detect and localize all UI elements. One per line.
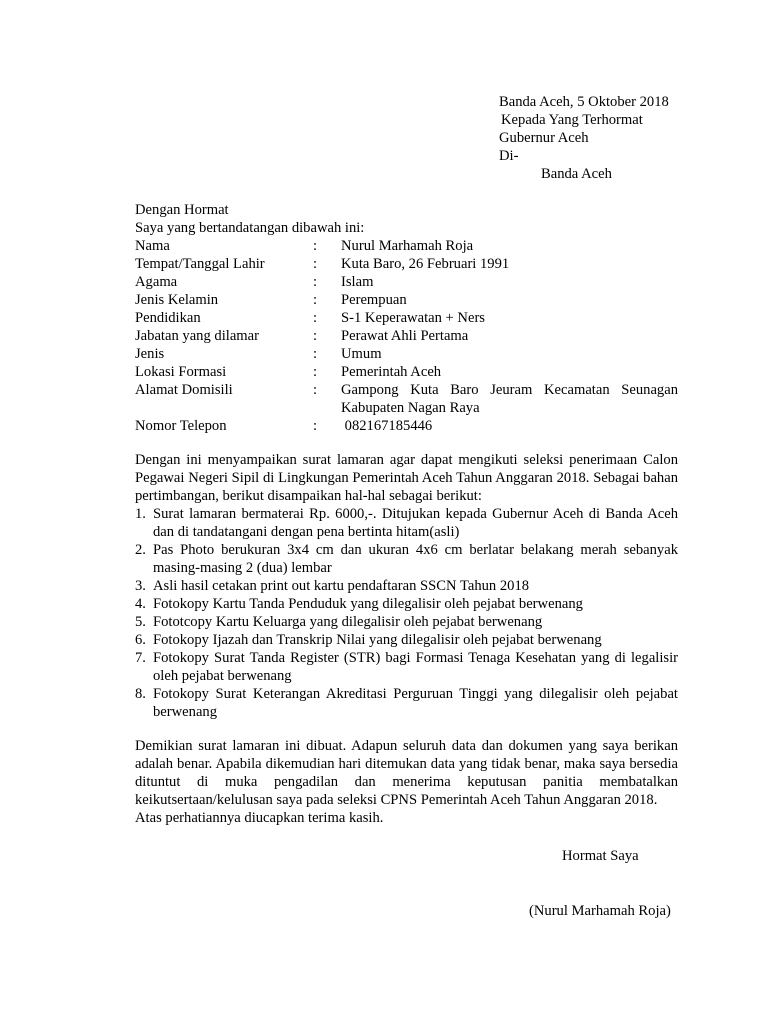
field-row-gender	[135, 291, 678, 309]
list-text: Fotokopy Kartu Tanda Penduduk yang dilegalisir oleh pejabat berwenang	[153, 596, 583, 612]
applicant-fields	[135, 237, 678, 435]
recipient-name: Gubernur Aceh	[499, 130, 589, 146]
paragraph-closing-text: Demikian surat lamaran ini dibuat. Adapun seluruh data dan dokumen yang saya berikan adalah benar. Apabila dikemudian hari ditemukan data yang tidak benar, maka saya bersedia dituntut di muka pengadilan dan menerima keputusan panitia membatalkan keikutsertaan/kelulusan saya pada seleksi CPNS Pemerintah Aceh Tahun Anggaran 2018.	[135, 738, 678, 808]
field-value: Perempuan	[341, 292, 407, 308]
field-value: S-1 Keperawatan + Ners	[341, 310, 485, 326]
field-value: Kuta Baro, 26 Februari 1991	[341, 256, 510, 272]
list-item	[135, 649, 678, 685]
paragraph-thanks: Atas perhatiannya diucapkan terima kasih.	[135, 810, 384, 826]
list-number: 8.	[135, 686, 146, 702]
list-number: 2.	[135, 542, 146, 558]
recipient-salutation: Kepada Yang Terhormat	[501, 112, 643, 128]
recipient-di: Di-	[499, 148, 519, 164]
field-value: Pemerintah Aceh	[341, 364, 442, 380]
list-text: Fotokopy Ijazah dan Transkrip Nilai yang dilegalisir oleh pejabat berwenang	[153, 632, 602, 648]
list-number: 5.	[135, 614, 146, 630]
field-row-position	[135, 327, 678, 345]
list-item	[135, 541, 678, 577]
field-value: Perawat Ahli Pertama	[341, 328, 469, 344]
signature-name: (Nurul Marhamah Roja)	[529, 903, 671, 919]
attachment-list	[135, 505, 678, 721]
field-label: Jenis	[135, 346, 165, 362]
field-value: Islam	[341, 274, 374, 290]
list-number: 6.	[135, 632, 146, 648]
field-colon: :	[313, 256, 318, 272]
list-text: Asli hasil cetakan print out kartu pendaftaran SSCN Tahun 2018	[153, 578, 530, 594]
recipient-city: Banda Aceh	[541, 166, 612, 182]
field-label: Alamat Domisili	[135, 382, 233, 398]
field-label: Tempat/Tanggal Lahir	[135, 256, 265, 272]
list-item	[135, 613, 678, 631]
list-text: Fotokopy Surat Tanda Register (STR) bagi Formasi Tenaga Kesehatan yang di legalisir oleh pejabat berwenang	[153, 650, 678, 684]
field-label: Agama	[135, 274, 178, 290]
paragraph-closing-statement	[135, 737, 678, 809]
field-row-phone	[135, 417, 678, 435]
field-colon: :	[313, 310, 318, 326]
field-label: Nomor Telepon	[135, 418, 227, 434]
field-row-address	[135, 381, 678, 417]
field-colon: :	[313, 418, 318, 434]
field-colon: :	[313, 364, 318, 380]
intro-line: Saya yang bertandatangan dibawah ini:	[135, 220, 365, 236]
paragraph-intro: Dengan ini menyampaikan surat lamaran agar dapat mengikuti seleksi penerimaan Calon Pegawai Negeri Sipil di Lingkungan Pemerintah Aceh Tahun Anggaran 2018. Sebagai bahan pertimbangan, berikut disampaikan hal-hal sebagai berikut:	[135, 452, 678, 504]
field-label: Lokasi Formasi	[135, 364, 227, 380]
list-item	[135, 685, 678, 721]
place-date: Banda Aceh, 5 Oktober 2018	[499, 94, 669, 110]
field-label: Pendidikan	[135, 310, 201, 326]
list-text: Pas Photo berukuran 3x4 cm dan ukuran 4x6 cm berlatar belakang merah sebanyak masing-masing 2 (dua) lembar	[153, 542, 678, 576]
field-value: Gampong Kuta Baro Jeuram Kecamatan Seunagan Kabupaten Nagan Raya	[341, 382, 678, 416]
field-colon: :	[313, 292, 318, 308]
field-row-name	[135, 237, 678, 255]
field-colon: :	[313, 238, 318, 254]
closing-salutation: Hormat Saya	[562, 848, 639, 864]
letter-body	[135, 201, 678, 827]
field-row-type	[135, 345, 678, 363]
address-block	[499, 93, 739, 183]
list-item	[135, 505, 678, 541]
list-item	[135, 577, 678, 595]
list-item	[135, 631, 678, 649]
field-colon: :	[313, 382, 318, 398]
list-text: Surat lamaran bermaterai Rp. 6000,-. Ditujukan kepada Gubernur Aceh di Banda Aceh dan di tandatangani dengan pena bertinta hitam(asli)	[153, 506, 678, 540]
field-row-education	[135, 309, 678, 327]
field-value: 082167185446	[341, 418, 433, 434]
field-value: Umum	[341, 346, 382, 362]
field-value: Nurul Marhamah Roja	[341, 238, 474, 254]
field-colon: :	[313, 274, 318, 290]
field-row-location	[135, 363, 678, 381]
list-text: Fototcopy Kartu Keluarga yang dilegalisir oleh pejabat berwenang	[153, 614, 543, 630]
list-item	[135, 595, 678, 613]
field-colon: :	[313, 346, 318, 362]
field-row-religion	[135, 273, 678, 291]
field-label: Jenis Kelamin	[135, 292, 219, 308]
greeting: Dengan Hormat	[135, 202, 229, 218]
field-row-birth	[135, 255, 678, 273]
field-colon: :	[313, 328, 318, 344]
list-number: 7.	[135, 650, 146, 666]
list-number: 3.	[135, 578, 146, 594]
list-number: 4.	[135, 596, 146, 612]
field-label: Jabatan yang dilamar	[135, 328, 259, 344]
field-label: Nama	[135, 238, 170, 254]
list-text: Fotokopy Surat Keterangan Akreditasi Perguruan Tinggi yang dilegalisir oleh pejabat berwenang	[153, 686, 678, 720]
list-number: 1.	[135, 506, 146, 522]
